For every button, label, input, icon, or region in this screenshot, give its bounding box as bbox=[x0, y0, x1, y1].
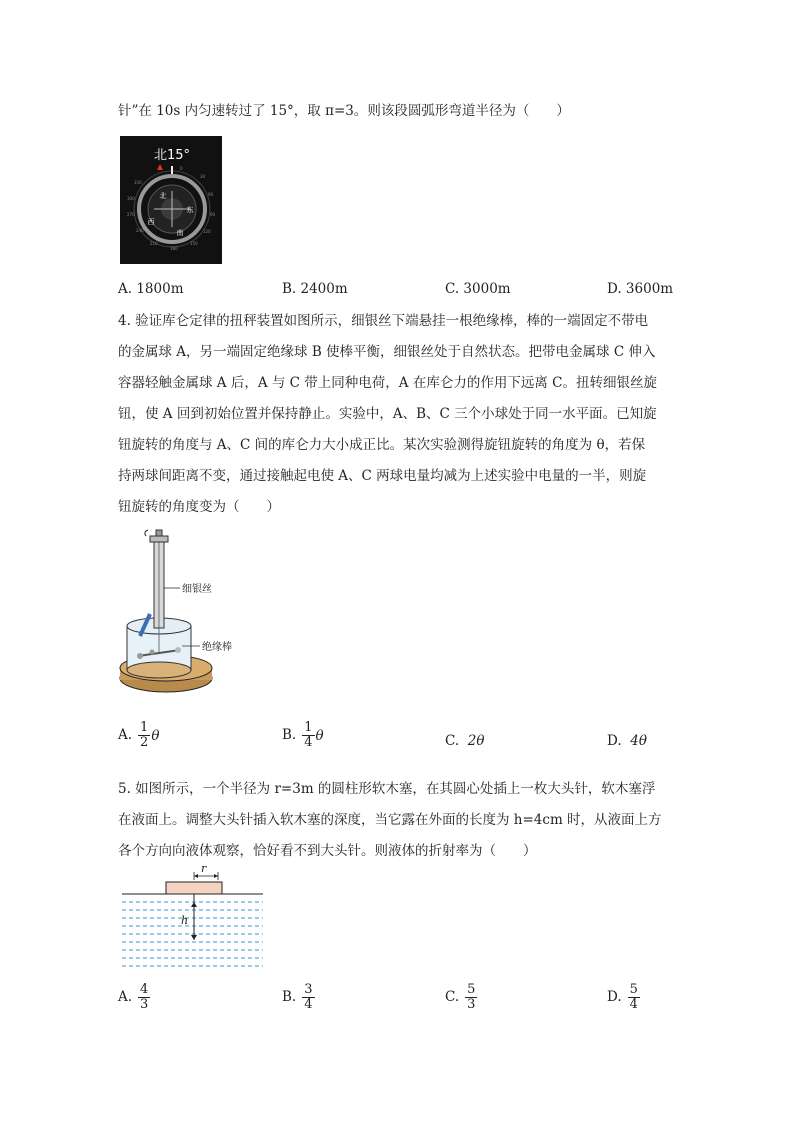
compass-heading: 北15° bbox=[153, 148, 191, 163]
numerator: 5 bbox=[629, 982, 638, 997]
tick-label: 150 bbox=[190, 241, 198, 246]
compass-east: 东 bbox=[186, 206, 194, 214]
theta-symbol: θ bbox=[151, 727, 160, 744]
q5-option-a[interactable] bbox=[118, 983, 150, 1012]
fraction bbox=[628, 983, 640, 1012]
q5-option-b[interactable] bbox=[282, 983, 315, 1012]
q4-option-d[interactable] bbox=[607, 733, 647, 749]
q4-text-line: 钮旋转的角度变为（ ） bbox=[118, 499, 280, 515]
q4-option-b[interactable] bbox=[282, 721, 324, 750]
denominator: 3 bbox=[467, 997, 476, 1012]
q3-text-line: 针”在 10s 内匀速转过了 15°，取 π=3。则该段圆弧形弯道半径为（ ） bbox=[118, 103, 570, 119]
q4-text-line: 持两球间距离不变，通过接触起电使 A、C 两球电量均减为上述实验中电量的一半，则旋 bbox=[118, 468, 647, 484]
q4-option-c[interactable] bbox=[445, 733, 484, 749]
q4-text-line: 4. 验证库仑定律的扭秤装置如图所示，细银丝下端悬挂一根绝缘棒，棒的一端固定不带电 bbox=[118, 313, 649, 329]
tick-label: 300 bbox=[127, 196, 135, 201]
option-letter: C. bbox=[445, 989, 460, 1005]
fraction bbox=[302, 983, 314, 1012]
label-h: h bbox=[181, 914, 189, 927]
theta-symbol: θ bbox=[315, 727, 324, 744]
tick-label: 60 bbox=[208, 192, 214, 197]
q5-option-d[interactable] bbox=[607, 983, 640, 1012]
label-silver-wire: 细银丝 bbox=[182, 584, 212, 595]
denominator: 2 bbox=[140, 735, 149, 750]
numerator: 3 bbox=[304, 982, 313, 997]
tick-label: 90 bbox=[210, 212, 216, 217]
q3-option-d[interactable]: D. 3600m bbox=[607, 281, 674, 297]
numerator: 1 bbox=[304, 720, 313, 735]
q4-text-line: 容器轻触金属球 A 后，A 与 C 带上同种电荷，A 在库仑力的作用下远离 C。扭转细银丝旋 bbox=[118, 375, 657, 391]
tick-label: 330 bbox=[134, 180, 142, 185]
tick-label: 0 bbox=[180, 166, 183, 171]
option-letter: D. bbox=[607, 733, 622, 749]
tick-label: 180 bbox=[170, 246, 178, 251]
label-insulating-rod: 绝缘棒 bbox=[202, 642, 232, 653]
label-r: r bbox=[201, 862, 207, 875]
fraction bbox=[138, 983, 150, 1012]
option-letter: B. bbox=[282, 727, 297, 743]
q3-option-b[interactable]: B. 2400m bbox=[282, 281, 348, 297]
denominator: 4 bbox=[304, 997, 313, 1012]
q5-option-c[interactable] bbox=[445, 983, 477, 1012]
q5-text-line: 5. 如图所示，一个半径为 r=3m 的圆柱形软木塞，在其圆心处插上一枚大头针，软木塞浮 bbox=[118, 781, 656, 797]
option-letter: C. bbox=[445, 733, 460, 749]
denominator: 4 bbox=[629, 997, 638, 1012]
knob bbox=[150, 536, 168, 542]
fraction bbox=[138, 721, 150, 750]
q3-option-a[interactable]: A. 1800m bbox=[118, 281, 184, 297]
compass-west: 西 bbox=[147, 218, 155, 226]
cork bbox=[166, 882, 222, 894]
torsion-balance-figure bbox=[118, 528, 278, 703]
compass-south: 南 bbox=[176, 229, 184, 237]
tick-label: 270 bbox=[127, 212, 135, 217]
tick-label: 120 bbox=[203, 229, 211, 234]
q5-text-line: 各个方向向液体观察，恰好看不到大头针。则液体的折射率为（ ） bbox=[118, 843, 537, 859]
option-text: 2θ bbox=[467, 733, 485, 749]
denominator: 3 bbox=[140, 997, 149, 1012]
q4-text-line: 的金属球 A，另一端固定绝缘球 B 使棒平衡，细银丝处于自然状态。把带电金属球 C 伸入 bbox=[118, 344, 656, 360]
compass-north: 北 bbox=[159, 192, 167, 200]
option-letter: D. bbox=[607, 989, 622, 1005]
q4-text-line: 钮旋转的角度与 A、C 间的库仑力大小成正比。某次实验测得旋钮旋转的角度为 θ，若保 bbox=[118, 437, 646, 453]
q5-text-line: 在液面上。调整大头针插入软木塞的深度，当它露在外面的长度为 h=4cm 时，从液面上方 bbox=[118, 812, 662, 828]
cork-figure bbox=[118, 864, 268, 974]
tick-label: 210 bbox=[150, 241, 158, 246]
north-marker-icon bbox=[157, 164, 163, 170]
q4-text-line: 钮，使 A 回到初始位置并保持静止。实验中，A、B、C 三个小球处于同一水平面。已知旋 bbox=[118, 406, 657, 422]
tick-label: 30 bbox=[200, 174, 206, 179]
q3-option-c[interactable]: C. 3000m bbox=[445, 281, 511, 297]
option-letter: A. bbox=[118, 989, 133, 1005]
compass-image bbox=[120, 136, 222, 264]
fraction bbox=[465, 983, 477, 1012]
rotation-arrow-icon bbox=[145, 530, 148, 536]
fraction bbox=[302, 721, 314, 750]
q4-option-a[interactable] bbox=[118, 721, 159, 750]
option-letter: B. bbox=[282, 989, 297, 1005]
numerator: 5 bbox=[467, 982, 476, 997]
numerator: 4 bbox=[140, 982, 149, 997]
option-text: 4θ bbox=[630, 733, 647, 749]
tick-label: 240 bbox=[136, 228, 144, 233]
compass-svg bbox=[120, 136, 222, 264]
option-letter: A. bbox=[118, 727, 133, 743]
numerator: 1 bbox=[140, 720, 149, 735]
denominator: 4 bbox=[304, 735, 313, 750]
